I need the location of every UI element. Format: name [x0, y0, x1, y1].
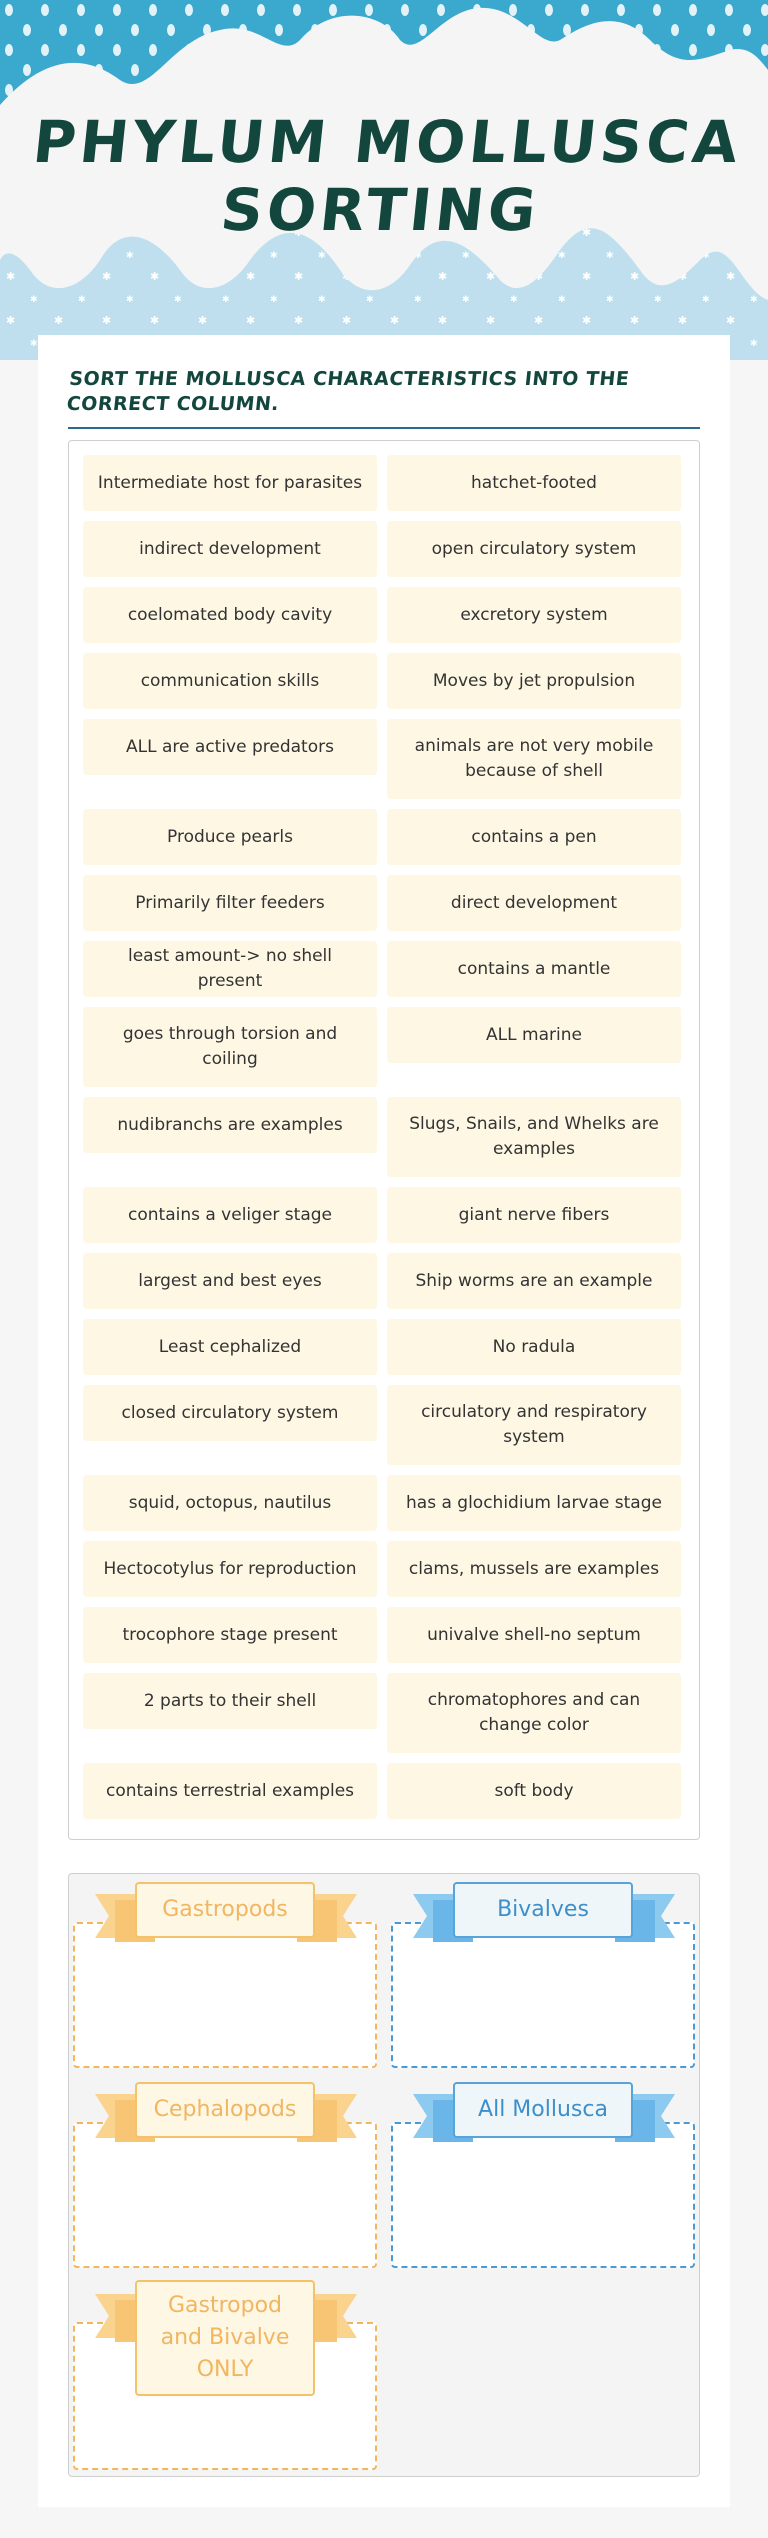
- draggable-item[interactable]: circulatory and respiratory system: [387, 1385, 681, 1465]
- draggable-item[interactable]: trocophore stage present: [83, 1607, 377, 1663]
- draggable-item[interactable]: Least cephalized: [83, 1319, 377, 1375]
- draggable-item[interactable]: hatchet-footed: [387, 455, 681, 511]
- draggable-item[interactable]: direct development: [387, 875, 681, 931]
- draggable-item[interactable]: excretory system: [387, 587, 681, 643]
- draggable-item[interactable]: Hectocotylus for reproduction: [83, 1541, 377, 1597]
- draggable-item[interactable]: coelomated body cavity: [83, 587, 377, 643]
- draggable-item[interactable]: Intermediate host for parasites: [83, 455, 377, 511]
- draggable-item[interactable]: goes through torsion and coiling: [83, 1007, 377, 1087]
- category-area: [68, 1873, 700, 2477]
- draggable-item[interactable]: squid, octopus, nautilus: [83, 1475, 377, 1531]
- draggable-item[interactable]: largest and best eyes: [83, 1253, 377, 1309]
- instructions-text: SORT THE MOLLUSCA CHARACTERISTICS INTO THE CORRECT COLUMN.: [65, 368, 631, 415]
- draggable-item[interactable]: 2 parts to their shell: [83, 1673, 377, 1729]
- category-label-gastropods: Gastropods: [135, 1882, 315, 1938]
- draggable-item[interactable]: nudibranchs are examples: [83, 1097, 377, 1153]
- draggable-item[interactable]: has a glochidium larvae stage: [387, 1475, 681, 1531]
- draggable-item[interactable]: Moves by jet propulsion: [387, 653, 681, 709]
- draggable-item[interactable]: giant nerve fibers: [387, 1187, 681, 1243]
- draggable-item[interactable]: closed circulatory system: [83, 1385, 377, 1441]
- draggable-item[interactable]: open circulatory system: [387, 521, 681, 577]
- draggable-item[interactable]: Ship worms are an example: [387, 1253, 681, 1309]
- category-label-gastropod-bivalve-only: Gastropod and Bivalve ONLY: [135, 2280, 315, 2396]
- draggable-item[interactable]: least amount-> no shell present: [83, 941, 377, 997]
- draggable-item[interactable]: chromatophores and can change color: [387, 1673, 681, 1753]
- activity-card: [38, 335, 730, 2507]
- draggable-item[interactable]: Slugs, Snails, and Whelks are examples: [387, 1097, 681, 1177]
- draggable-item[interactable]: No radula: [387, 1319, 681, 1375]
- draggable-item[interactable]: univalve shell-no septum: [387, 1607, 681, 1663]
- draggable-item[interactable]: communication skills: [83, 653, 377, 709]
- draggable-item[interactable]: contains a mantle: [387, 941, 681, 997]
- divider: [68, 427, 700, 429]
- page-title: PHYLUM MOLLUSCA SORTING: [29, 108, 746, 244]
- page-header: [0, 0, 768, 360]
- draggable-item[interactable]: clams, mussels are examples: [387, 1541, 681, 1597]
- category-label-cephalopods: Cephalopods: [135, 2082, 315, 2138]
- item-pool: [68, 440, 700, 1840]
- draggable-item[interactable]: contains terrestrial examples: [83, 1763, 377, 1819]
- category-label-bivalves: Bivalves: [453, 1882, 633, 1938]
- category-label-all-mollusca: All Mollusca: [453, 2082, 633, 2138]
- draggable-item[interactable]: ALL marine: [387, 1007, 681, 1063]
- draggable-item[interactable]: animals are not very mobile because of shell: [387, 719, 681, 799]
- draggable-item[interactable]: indirect development: [83, 521, 377, 577]
- draggable-item[interactable]: contains a pen: [387, 809, 681, 865]
- draggable-item[interactable]: ALL are active predators: [83, 719, 377, 775]
- draggable-item[interactable]: Primarily filter feeders: [83, 875, 377, 931]
- draggable-item[interactable]: contains a veliger stage: [83, 1187, 377, 1243]
- draggable-item[interactable]: Produce pearls: [83, 809, 377, 865]
- draggable-item[interactable]: soft body: [387, 1763, 681, 1819]
